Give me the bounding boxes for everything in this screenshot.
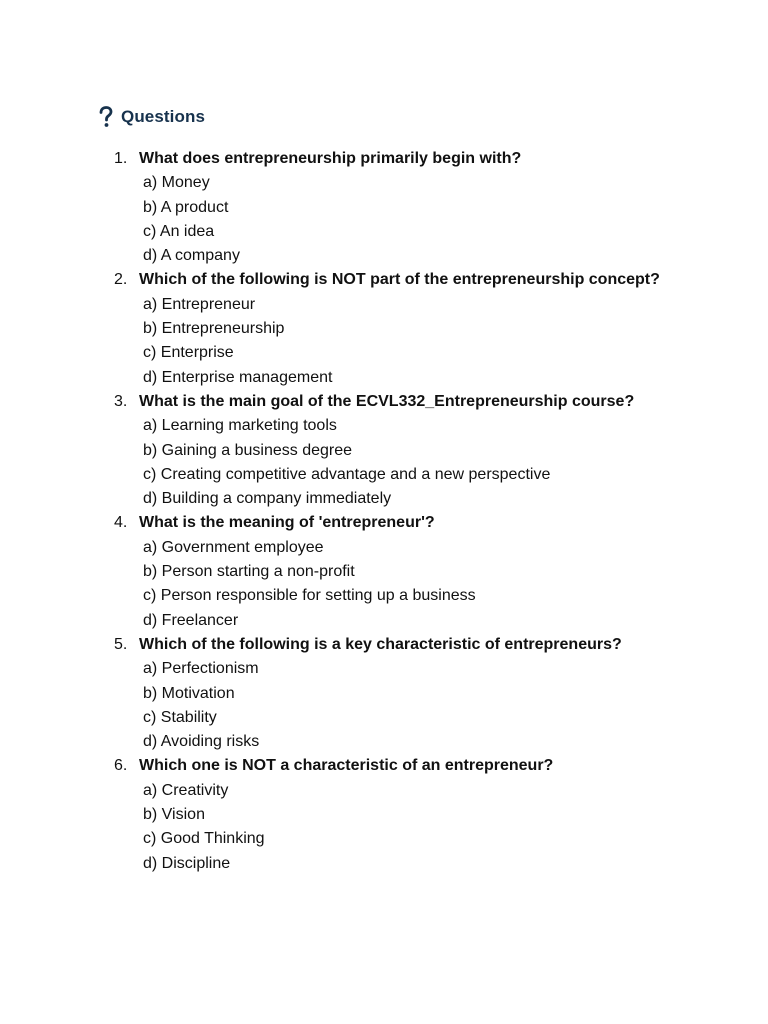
question-number: 4. <box>114 514 128 532</box>
answer-option: d) Avoiding risks <box>143 733 260 751</box>
answer-option: d) Building a company immediately <box>143 490 392 508</box>
question-item <box>114 268 694 389</box>
question-number: 1. <box>114 150 128 167</box>
answer-option: a) Government employee <box>143 538 324 556</box>
question-item <box>114 511 694 632</box>
answer-option: b) Motivation <box>143 684 235 702</box>
answer-option: c) Stability <box>143 708 217 726</box>
question-list <box>114 147 694 876</box>
question-mark-icon <box>98 106 114 128</box>
question-number: 2. <box>114 271 128 289</box>
question-number: 6. <box>114 757 128 775</box>
question-number: 5. <box>114 635 128 653</box>
answer-option: d) Discipline <box>143 854 231 872</box>
answer-option: d) Enterprise management <box>143 368 333 386</box>
question-text: What is the main goal of the ECVL332_Entrepreneurship course? <box>139 392 635 410</box>
question-text: What does entrepreneurship primarily begin with? <box>139 150 522 167</box>
answer-option: c) Person responsible for setting up a business <box>143 587 476 605</box>
answer-option: b) Vision <box>143 806 205 824</box>
section-heading <box>98 106 205 128</box>
question-item <box>114 633 694 754</box>
question-item <box>114 754 694 875</box>
page-title: Questions <box>121 107 206 126</box>
question-text: Which of the following is a key characteristic of entrepreneurs? <box>139 635 622 653</box>
question-text: What is the meaning of 'entrepreneur'? <box>139 514 435 532</box>
question-number: 3. <box>114 392 128 410</box>
answer-option: d) A company <box>143 247 240 265</box>
answer-option: c) Good Thinking <box>143 830 265 848</box>
answer-option: a) Creativity <box>143 781 229 799</box>
answer-option: b) Person starting a non-profit <box>143 563 355 581</box>
answer-option: a) Learning marketing tools <box>143 417 337 435</box>
answer-option: b) Gaining a business degree <box>143 441 353 459</box>
answer-option: c) An idea <box>143 222 215 240</box>
answer-option: b) A product <box>143 198 229 216</box>
answer-option: b) Entrepreneurship <box>143 320 285 338</box>
question-text: Which of the following is NOT part of the entrepreneurship concept? <box>139 271 660 289</box>
question-item <box>114 147 694 268</box>
question-text: Which one is NOT a characteristic of an entrepreneur? <box>139 757 554 775</box>
answer-option: a) Perfectionism <box>143 660 259 678</box>
answer-option: c) Enterprise <box>143 344 234 362</box>
answer-option: c) Creating competitive advantage and a new perspective <box>143 465 551 483</box>
question-item <box>114 390 694 511</box>
answer-option: a) Entrepreneur <box>143 295 256 313</box>
answer-option: a) Money <box>143 174 210 192</box>
answer-option: d) Freelancer <box>143 611 239 629</box>
